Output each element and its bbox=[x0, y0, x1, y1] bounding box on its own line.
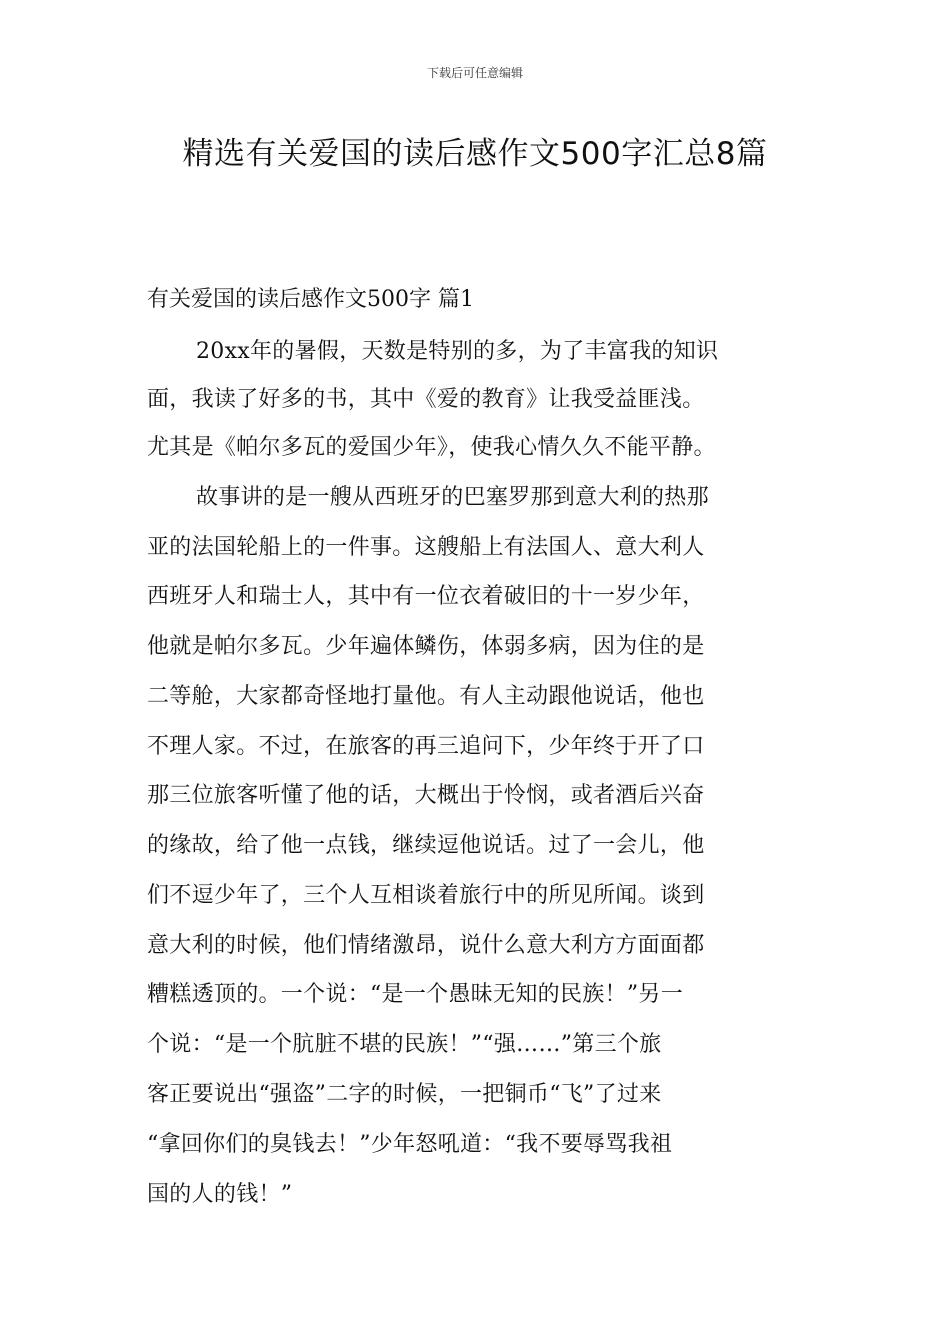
paragraph-2-line-4: 他就是帕尔多瓦。少年遍体鳞伤，体弱多病，因为住的是 bbox=[147, 634, 705, 659]
section-heading: 有关爱国的读后感作文500字 篇1 bbox=[147, 287, 474, 312]
paragraph-2-line-12: 个说：“是一个肮脏不堪的民族！”“强……”第三个旅 bbox=[147, 1032, 662, 1057]
paragraph-2-line-1: 故事讲的是一艘从西班牙的巴塞罗那到意大利的热那 bbox=[196, 485, 709, 510]
paragraph-2-line-6: 不理人家。不过，在旅客的再三追问下，少年终于开了口 bbox=[147, 734, 705, 759]
paragraph-1-line-1: 20xx年的暑假，天数是特别的多，为了丰富我的知识 bbox=[196, 339, 719, 364]
paragraph-2-line-5: 二等舱，大家都奇怪地打量他。有人主动跟他说话，他也 bbox=[147, 684, 705, 709]
paragraph-1-line-3: 尤其是《帕尔多瓦的爱国少年》，使我心情久久不能平静。 bbox=[147, 435, 716, 460]
paragraph-2-line-10: 意大利的时候，他们情绪激昂，说什么意大利方方面面都 bbox=[147, 933, 705, 958]
paragraph-2-line-13: 客正要说出“强盗”二字的时候，一把铜币“飞”了过来 bbox=[147, 1082, 662, 1107]
paragraph-2-line-2: 亚的法国轮船上的一件事。这艘船上有法国人、意大利人 bbox=[147, 535, 705, 560]
paragraph-2-line-3: 西班牙人和瑞士人，其中有一位衣着破旧的十一岁少年， bbox=[147, 584, 705, 609]
paragraph-2-line-15: 国的人的钱！” bbox=[147, 1182, 293, 1207]
paragraph-2-line-9: 们不逗少年了，三个人互相谈着旅行中的所见所闻。谈到 bbox=[147, 883, 705, 908]
paragraph-2-line-8: 的缘故，给了他一点钱，继续逗他说话。过了一会儿，他 bbox=[147, 833, 705, 858]
paragraph-1-line-2: 面，我读了好多的书，其中《爱的教育》让我受益匪浅。 bbox=[147, 387, 705, 412]
paragraph-2-line-11: 糟糕透顶的。一个说：“是一个愚昧无知的民族！”另一 bbox=[147, 982, 683, 1007]
paragraph-2-line-7: 那三位旅客听懂了他的话，大概出于怜悯，或者酒后兴奋 bbox=[147, 783, 705, 808]
header-note: 下载后可任意编辑 bbox=[426, 66, 523, 80]
document-title: 精选有关爱国的读后感作文500字汇总8篇 bbox=[182, 136, 768, 172]
paragraph-2-line-14: “拿回你们的臭钱去！”少年怒吼道：“我不要辱骂我祖 bbox=[147, 1132, 673, 1157]
